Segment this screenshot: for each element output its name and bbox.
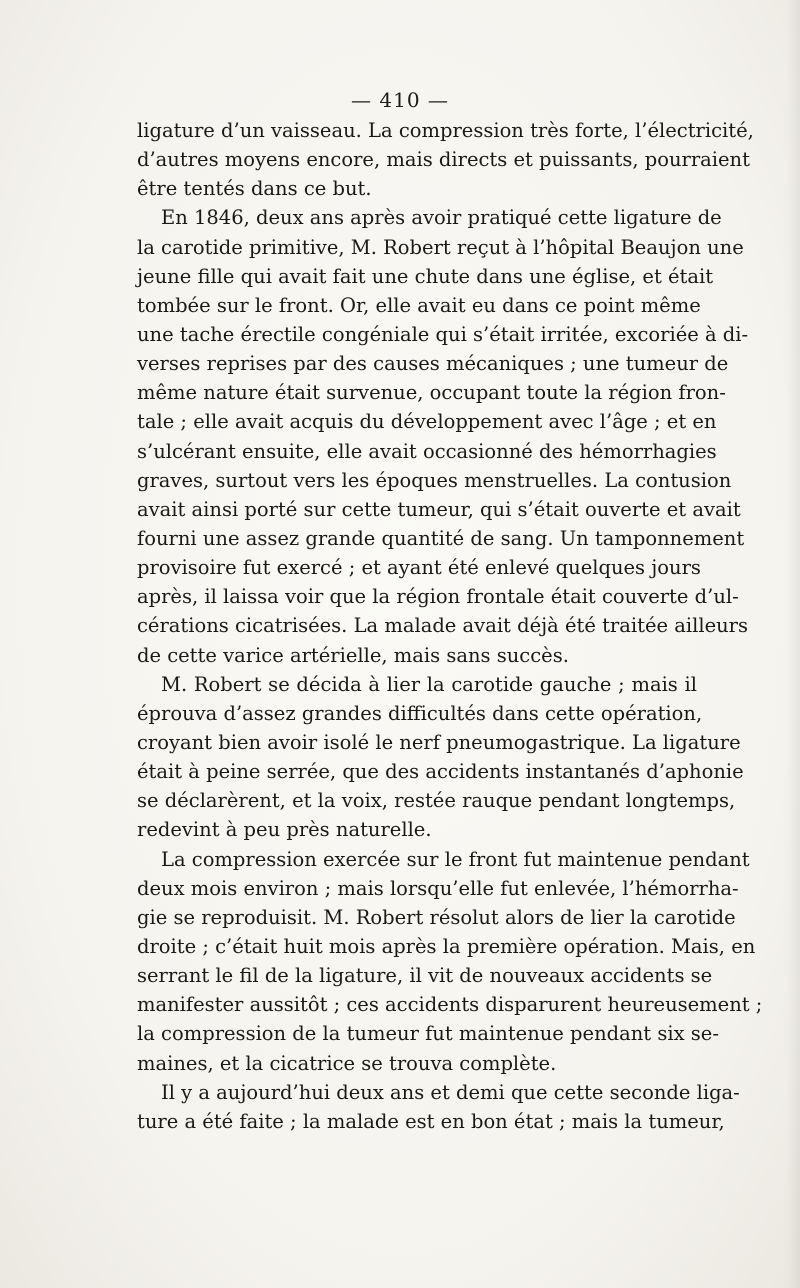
text-line: éprouva d’assez grandes difficultés dans cette opération, — [137, 701, 703, 725]
text-line: redevint à peu près naturelle. — [137, 818, 432, 842]
text-line: cérations cicatrisées. La malade avait déjà été traitée ailleurs — [137, 614, 748, 638]
text-line: être tentés dans ce but. — [137, 177, 372, 201]
text-line: croyant bien avoir isolé le nerf pneumogastrique. La ligature — [137, 730, 741, 754]
text-line: la compression de la tumeur fut maintenue pendant six se- — [137, 1022, 719, 1046]
paragraph — [137, 116, 754, 203]
text-line: une tache érectile congéniale qui s’était irritée, excoriée à di- — [137, 322, 749, 346]
paragraph — [137, 203, 749, 669]
text-line: droite ; c’était huit mois après la première opération. Mais, en — [137, 934, 756, 958]
text-line: serrant le fil de la ligature, il vit de nouveaux accidents se — [137, 964, 713, 988]
text-line: était à peine serrée, que des accidents instantanés d’aphonie — [137, 760, 744, 784]
text-line: fourni une assez grande quantité de sang. Un tamponnement — [137, 526, 745, 550]
text-line: s’ulcérant ensuite, elle avait occasionné des hémorrhagies — [137, 439, 717, 463]
text-line: manifester aussitôt ; ces accidents disparurent heureusement ; — [137, 993, 763, 1017]
text-line: jeune fille qui avait fait une chute dans une église, et était — [137, 264, 714, 288]
paragraph — [137, 845, 763, 1078]
text-line: la carotide primitive, M. Robert reçut à l’hôpital Beaujon une — [137, 235, 744, 259]
text-line: En 1846, deux ans après avoir pratiqué cette ligature de — [161, 206, 722, 230]
text-line: graves, surtout vers les époques menstruelles. La contusion — [137, 468, 732, 492]
text-line: après, il laissa voir que la région frontale était couverte d’ul- — [137, 585, 739, 609]
text-line: deux mois environ ; mais lorsqu’elle fut enlevée, l’hémorrha- — [137, 876, 739, 900]
text-line: ligature d’un vaisseau. La compression très forte, l’électricité, — [137, 119, 754, 142]
text-line: maines, et la cicatrice se trouva complète. — [137, 1051, 557, 1075]
body-text — [137, 116, 763, 1136]
text-line: ture a été faite ; la malade est en bon état ; mais la tumeur, — [137, 1109, 725, 1133]
text-line: tombée sur le front. Or, elle avait eu dans ce point même — [137, 293, 701, 317]
text-line: verses reprises par des causes mécaniques ; une tumeur de — [137, 352, 729, 376]
text-line: tale ; elle avait acquis du développement avec l’âge ; et en — [137, 410, 717, 434]
text-line: gie se reproduisit. M. Robert résolut alors de lier la carotide — [137, 905, 736, 929]
page-edge-shadow — [786, 0, 800, 1288]
text-line: provisoire fut exercé ; et ayant été enlevé quelques jours — [137, 556, 701, 580]
text-line: avait ainsi porté sur cette tumeur, qui s’était ouverte et avait — [137, 497, 741, 521]
text-line: La compression exercée sur le front fut maintenue pendant — [161, 847, 750, 871]
text-line: même nature était survenue, occupant toute la région fron- — [137, 381, 726, 405]
paragraph — [137, 1078, 740, 1136]
page-number: — 410 — — [351, 88, 449, 112]
text-line: de cette varice artérielle, mais sans succès. — [137, 643, 569, 667]
text-line: se déclarèrent, et la voix, restée rauque pendant longtemps, — [137, 789, 736, 813]
text-line: d’autres moyens encore, mais directs et puissants, pourraient — [137, 148, 750, 172]
paragraph — [137, 670, 744, 845]
text-line: M. Robert se décida à lier la carotide gauche ; mais il — [161, 672, 697, 696]
text-line: Il y a aujourd’hui deux ans et demi que cette seconde liga- — [161, 1080, 740, 1104]
